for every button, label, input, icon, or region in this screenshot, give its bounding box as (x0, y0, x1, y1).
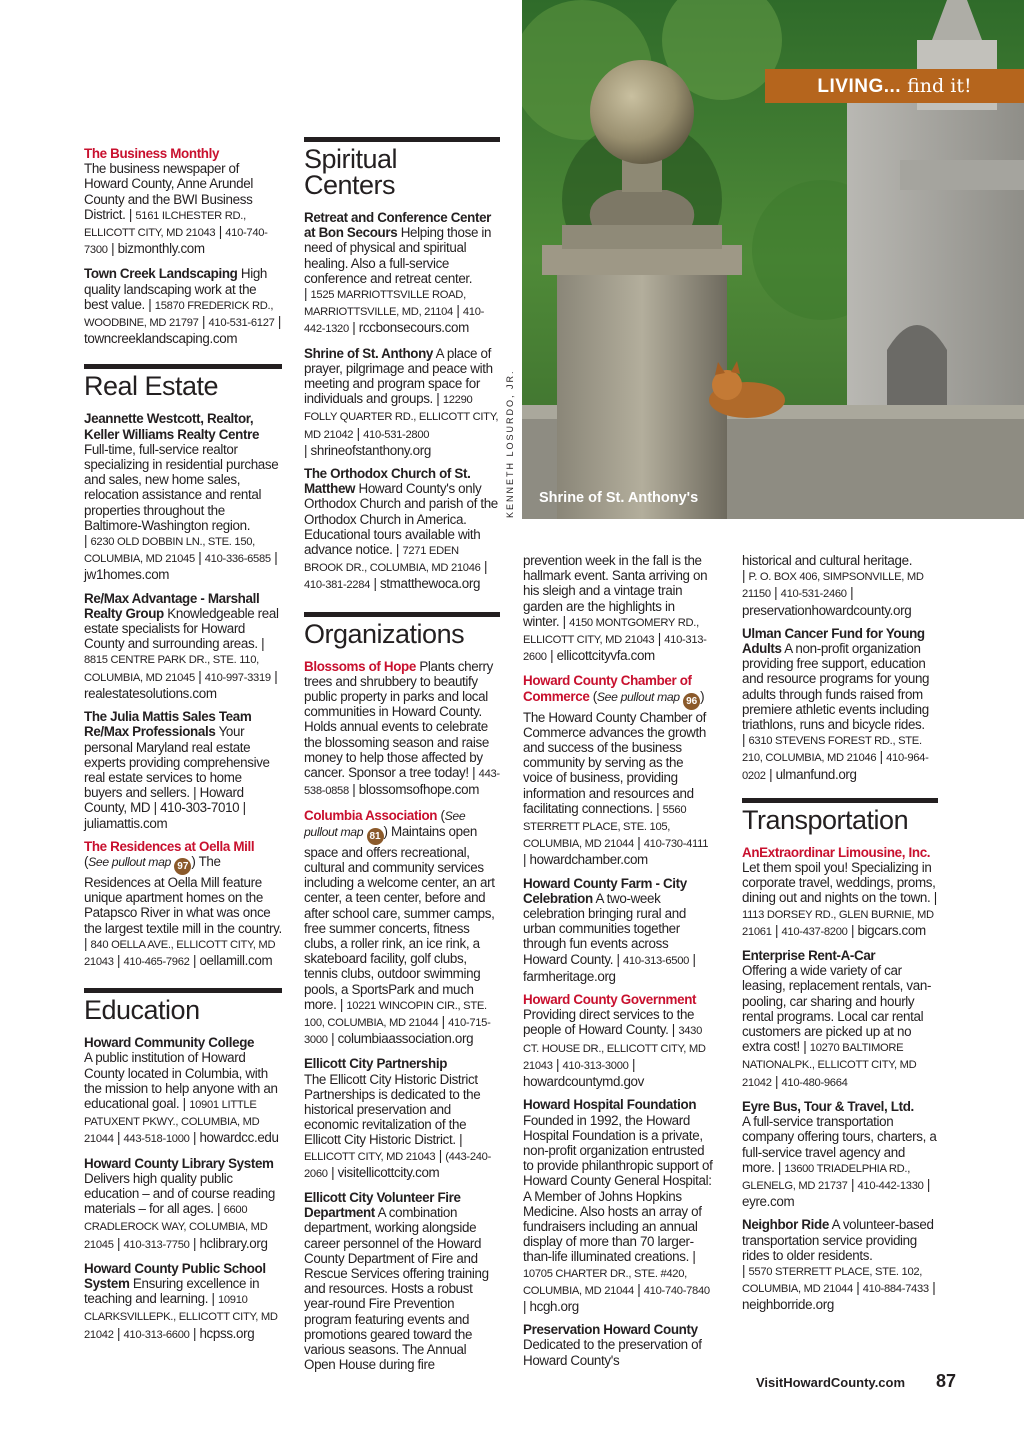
living-banner (765, 69, 1024, 103)
listing-desc: prevention week in the fall is the hallmark event. Santa arriving on his sleigh and a vintage train garden are the highlights in winter. (523, 553, 708, 629)
listing-preservation (523, 1322, 713, 1368)
pullout-map-note: See pullout map (596, 689, 680, 704)
listing-name: Ellicott City Partnership (304, 1056, 448, 1072)
listing-location: Howard County, MD (84, 785, 244, 816)
listing-website[interactable]: preservationhowardcounty.org (742, 602, 912, 618)
listing-address: 13600 TRIADELPHIA RD., GLENELG, MD 21737 (742, 1162, 910, 1192)
listing-desc: A public institution of Howard County located in Columbia, with the mission to help anyone with an educational goal. (84, 1050, 278, 1111)
listing-name: Retreat and Conference Center at Bon Secours (304, 210, 492, 241)
listing-phone: 410-884-7433 (862, 1283, 929, 1296)
listing-website[interactable]: neighborride.org (742, 1297, 834, 1313)
listing-phone: 410-336-6585 (204, 553, 271, 566)
listing-website[interactable]: blossomsofhope.com (358, 782, 479, 798)
listing-address: 12290 FOLLY QUARTER RD., ELLICOTT CITY, MD 21042 (304, 394, 499, 441)
listing-hcc: Howard Community College A public institution of Howard County located in Columbia, with the mission to help anyone with an educational goal. | 10901 LITTLE PATUXENT PKWY., COLUMBIA, MD 21044 | 443-518-1000 | howardcc.edu (84, 1035, 279, 1146)
listing-phone: 410-740-7840 (643, 1284, 710, 1297)
listing-address: 840 OELLA AVE., ELLICOTT CITY, MD 21043 (84, 938, 276, 968)
listing-desc: A place of prayer, pilgrimage and peace with meeting and program space for individuals and groups. (304, 345, 493, 407)
column-2 (304, 137, 500, 1380)
listing-phone: 410-313-7750 (123, 1238, 190, 1251)
listing-desc: A non-profit organization providing free support, education and resource programs for young adults through funds raised from premiere athletic events including triathlons, runs and bicycle rides. (742, 641, 930, 733)
listing-name: Preservation Howard County (523, 1322, 698, 1338)
listing-phone: 443-518-1000 (123, 1133, 190, 1146)
listing-website[interactable]: ellicottcityvfa.com (556, 648, 655, 664)
listing-address: 10910 CLARKSVILLEPK., ELLICOTT CITY, MD 21042 (84, 1294, 278, 1341)
section-title-spiritual-centers: Spiritual Centers (304, 144, 398, 200)
listing-limousine: AnExtraordinar Limousine, Inc. Let them spoil you! Specializing in corporate travel, weddings, proms, dining out and nights on the town. | 1113 DORSEY RD., GLEN BURNIE, MD 21061 | 410-437-8200 | bigcars.com (742, 844, 937, 938)
listing-ec-fire-continued: prevention week in the fall is the hallmark event. Santa arriving on his sleigh and a vintage train garden are the highlights in winter. | 4150 MONTGOMERY RD., ELLICOTT CITY, MD 21043 | 410-313-2600 | ellicottcityvfa.com (523, 553, 708, 664)
listing-name: Shrine of St. Anthony (304, 345, 434, 361)
listing-address: 8815 CENTRE PARK DR., STE. 110, COLUMBIA, MD 21045 (84, 654, 259, 684)
listing-westcott: Jeannette Westcott, Realtor, Keller Williams Realty Centre Full-time, full-service realtor specializing in residential purchase and sales, new home sales, relocation assistance and rental properties throughout the Baltimore-Washington region. | 6230 OLD DOBBIN LN., STE. 150, COLUMBIA, MD 21045 | 410-336-6585 | jw1homes.com (84, 411, 279, 583)
footer-website[interactable]: VisitHowardCounty.com (756, 1375, 906, 1390)
listing-desc: A volunteer-based transportation service providing rides to older residents. (742, 1217, 934, 1263)
listing-phone: (443-240-2060 (304, 1150, 492, 1180)
listing-town-creek: Town Creek Landscaping High quality landscaping work at the best value. | 15870 FREDERICK RD., WOODBINE, MD 21797 | 410-531-6127 | towncreeklandscaping.com (84, 266, 282, 347)
listing-govt: Howard County Government Providing direct services to the people of Howard County. | 3430 CT. HOUSE DR., ELLICOTT CITY, MD 21043 | 410-313-3000 | howardcountymd.gov (523, 992, 706, 1090)
listing-name: Blossoms of Hope (304, 658, 416, 674)
listing-oella: The Residences at Oella Mill (See pullout map 97 ) The Residences at Oella Mill feature unique apartment homes on the Patapsco River in what was once the largest textile mill in the country. | 840 OELLA AVE., ELLICOTT CITY, MD 21043 | 410-465-7962 | oellamill.com (84, 838, 282, 968)
listing-website[interactable]: oellamill.com (199, 952, 273, 968)
map-pin-badge: 96 (683, 693, 700, 710)
listing-address: 6230 OLD DOBBIN LN., STE. 150, COLUMBIA, MD 21045 (84, 536, 255, 566)
listing-enterprise: Enterprise Rent-A-Car Offering a wide variety of car leasing, replacement rentals, van-pooling, car sharing and hourly rental programs. Local car rental customers are picked up at no extra cost! | 10270 BALTIMORE NATIONALPK., ELLICOTT CITY, MD 21042 | 410-480-9664 (742, 948, 932, 1089)
listing-desc: The Ellicott City Historic District Partnerships is dedicated to the historical preservation and economic revitalization of the Ellicott City Historic District. (304, 1071, 481, 1148)
listing-address: 10221 WINCOPIN CIR., STE. 100, COLUMBIA, MD 21044 (304, 999, 487, 1029)
photo-credit (505, 369, 519, 518)
listing-website[interactable]: towncreeklandscaping.com (84, 331, 238, 347)
listing-chamber: Howard County Chamber of Commerce (See pullout map 96 ) The Howard County Chamber of Commerce advances the growth and success of the business community by serving as the voice of business, providing information and resources and facilitating connections. | 5560 STERRETT PLACE, STE. 105, COLUMBIA, MD 21044 | 410-730-4111 | howardchamber.com (523, 673, 709, 868)
listing-desc: Howard County's only Orthodox Church and parish of the Orthodox Church in America. Educational tours available with advance notice. (304, 481, 498, 558)
listing-name: The Julia Mattis Sales Team Re/Max Professionals (84, 709, 252, 740)
listing-address: 3430 CT. HOUSE DR., ELLICOTT CITY, MD 21043 (523, 1025, 706, 1072)
listing-hospital: Howard Hospital Foundation Founded in 1992, the Howard Hospital Foundation is a private, non-profit organization entrusted to provide philanthropic support of Howard County General Hospital: A Member of Johns Hopkins Medicine. Also hosts an array of fundraisers including an annual display of more than 70 larger-than-life illuminated creations. | 10705 CHARTER DR., STE. #420, COLUMBIA, MD 21044 | 410-740-7840 | hcgh.org (523, 1097, 713, 1314)
listing-name: Howard County Public School System (84, 1260, 266, 1291)
listing-website[interactable]: visitellicottcity.com (337, 1164, 440, 1180)
listing-address: 5560 STERRETT PLACE, STE. 105, COLUMBIA, MD 21044 (523, 803, 687, 851)
listing-website[interactable]: hcpss.org (199, 1325, 255, 1341)
column-1 (84, 146, 282, 1351)
listing-ec-partnership: Ellicott City Partnership The Ellicott City Historic District Partnerships is dedicated to the historical preservation and economic revitalization of the Ellicott City Historic District. | ELLICOTT CITY, MD 21043 | (443-240-2060 | visitellicottcity.com (304, 1056, 492, 1180)
map-pin-badge: 97 (174, 858, 191, 875)
listing-website[interactable]: howardchamber.com (529, 852, 648, 868)
listing-desc: The Residences at Oella Mill feature unique apartment homes on the Patapsco River in what was once the largest textile mill in the country. (84, 853, 282, 936)
listing-name: Howard Hospital Foundation (523, 1097, 697, 1113)
listing-desc: Your personal Maryland real estate experts providing comprehensive real estate services to home buyers and sellers. (84, 724, 270, 801)
listing-website[interactable]: howardcc.edu (199, 1130, 279, 1146)
listing-preservation-continued: historical and cultural heritage. | P. O. BOX 406, SIMPSONVILLE, MD 21150 | 410-531-2460 | preservationhowardcounty.org (742, 553, 924, 618)
listing-phone: 410-313-3000 (562, 1059, 629, 1072)
listing-website[interactable]: columbiaassociation.org (337, 1031, 474, 1047)
listing-phone: 410-531-2460 (780, 588, 847, 601)
listing-address: 7271 EDEN BROOK DR., COLUMBIA, MD 21046 (304, 545, 481, 575)
photo-caption: Shrine of St. Anthony's (539, 490, 699, 506)
section-title-real-estate: Real Estate (84, 371, 219, 402)
listing-remax: Re/Max Advantage - Marshall Realty Group Knowledgeable real estate specialists for Howard County and surrounding areas. | 8815 CENTRE PARK DR., STE. 110, COLUMBIA, MD 21045 | 410-997-3319 | realestatesolutions.com (84, 590, 279, 701)
listing-address: ELLICOTT CITY, MD 21043 (304, 1150, 436, 1163)
listing-website[interactable]: hcgh.org (529, 1298, 579, 1314)
section-rule (304, 612, 500, 617)
section-rule (84, 364, 282, 369)
section-title-education: Education (84, 995, 200, 1026)
listing-desc: Maintains open space and offers recreational, cultural and community services including a welcome center, an art center, a teen center, before and after school care, summer camps, free summer concerts, fitness clubs, a roller rink, an ice rink, a skateboard facility, golf clubs, tennis clubs, outdoor swimming pools, a SportsPark and much more. (304, 823, 495, 1012)
listing-address: 5570 STERRETT PLACE, STE. 102, COLUMBIA, MD 21044 (742, 1265, 923, 1296)
listing-address: 4150 MONTGOMERY RD., ELLICOTT CITY, MD 21043 (523, 616, 699, 647)
listing-blossoms: Blossoms of Hope Plants cherry trees and shrubbery to beautify public property in parks and local communities in Howard County. Holds annual events to celebrate the blossoming season and raise money to help those affected by cancer. Sponsor a tree today! | 443-538-0858 | blossomsofhope.com (304, 658, 500, 798)
listing-desc: High quality landscaping work at the best value. (84, 266, 268, 312)
column-4 (742, 553, 938, 1321)
listing-farm-city: Howard County Farm - City Celebration A two-week celebration bringing rural and urban communities together through fun events across Howard County. | 410-313-6500 | farmheritage.org (523, 875, 696, 984)
listing-address: 6600 CRADLEROCK WAY, COLUMBIA, MD 21045 (84, 1204, 268, 1251)
listing-desc: historical and cultural heritage. (742, 553, 913, 568)
listing-name: The Orthodox Church of St. Matthew (304, 466, 471, 497)
listing-desc: A combination department, working alongside career personnel of the Howard County Department of Fire and Rescue Services offering training and resources. Hosts a robust year-round Fire Prevention program featuring events and promotions geared toward the various seasons. The Annual Open House during fire (304, 1205, 489, 1373)
section-rule (742, 798, 938, 803)
listing-address: 5161 ILCHESTER RD., ELLICOTT CITY, MD 21043 (84, 209, 246, 240)
listing-name: AnExtraordinar Limousine, Inc. (742, 844, 931, 860)
listing-ec-fire (304, 1190, 500, 1372)
listing-name: Eyre Bus, Tour & Travel, Ltd. (742, 1098, 914, 1114)
listing-desc: Dedicated to the preservation of Howard County's (523, 1337, 702, 1368)
listing-desc: Offering a wide variety of car leasing, replacement rentals, van-pooling, car sharing and hourly rental programs. Local car rental customers are picked up at no extra cost! (742, 963, 932, 1055)
listing-desc: A full-service transportation company offering tours, charters, a full-service travel agency and more. (742, 1114, 937, 1175)
pullout-map-note: See pullout map (304, 808, 466, 839)
listing-neighbor-ride: Neighbor Ride A volunteer-based transportation service providing rides to older residents. | 5570 STERRETT PLACE, STE. 102, COLUMBIA, MD 21044 | 410-884-7433 | neighborride.org (742, 1217, 936, 1313)
listing-website[interactable]: stmatthewoca.org (379, 576, 481, 592)
listing-ulman: Ulman Cancer Fund for Young Adults A non-profit organization providing free support, education and resource programs for young adults through funds raised from premiere athletic events including triathlons, runs and bicycle rides. | 6310 STEVENS FOREST RD., STE. 210, COLUMBIA, MD 21046 | 410-964-0202 | ulmanfund.org (742, 625, 930, 782)
listing-name: The Residences at Oella Mill (84, 838, 255, 854)
listing-desc: Founded in 1992, the Howard Hospital Foundation is a private, non-profit organization entrusted to provide philanthropic support of Howard County General Hospital: A Member of Johns Hopkins Medicine. Also hosts an array of fundraisers including an annual display of more than 70 larger-than-life illuminated creations. (523, 1112, 713, 1265)
listing-desc: Delivers high quality public education – and of course reading materials – for all ages. (84, 1170, 275, 1217)
banner-living: LIVING... (817, 76, 902, 97)
listing-name: Ellicott City Volunteer Fire Department (304, 1189, 461, 1221)
listing-website[interactable]: ulmanfund.org (775, 766, 857, 782)
listing-library: Howard County Library System Delivers high quality public education – and of course reading materials – for all ages. | 6600 CRADLEROCK WAY, COLUMBIA, MD 21045 | 410-313-7750 | hclibrary.org (84, 1155, 275, 1251)
listing-website[interactable]: shrineofstanthony.org (310, 442, 431, 458)
listing-name: Town Creek Landscaping (84, 266, 238, 282)
listing-phone: 410-313-6600 (123, 1328, 190, 1341)
listing-phone: 410-997-3319 (204, 671, 271, 684)
listing-name: Howard County Library System (84, 1155, 274, 1171)
listing-hcpss: Howard County Public School System Ensuring excellence in teaching and learning. | 10910 CLARKSVILLEPK., ELLICOTT CITY, MD 21042 | 410-313-6600 | hcpss.org (84, 1260, 278, 1341)
listing-phone: 410-313-6500 (623, 954, 690, 967)
listing-st-anthony: Shrine of St. Anthony A place of prayer, pilgrimage and peace with meeting and program space for individuals and groups. | 12290 FOLLY QUARTER RD., ELLICOTT CITY, MD 21042 | 410-531-2800 | shrineofstanthony.org (304, 345, 499, 458)
listing-address: 15870 FREDERICK RD., WOODBINE, MD 21797 (84, 299, 274, 330)
listing-phone: 410-303-7010 (160, 800, 240, 816)
listing-name: Ulman Cancer Fund for Young Adults (742, 625, 925, 657)
listing-address: 10270 BALTIMORE NATIONALPK., ELLICOTT CITY, MD 21042 (742, 1042, 917, 1089)
listing-st-matthew: The Orthodox Church of St. Matthew Howard County's only Orthodox Church and parish of the Orthodox Church in America. Educational tours available with advance notice. | 7271 EDEN BROOK DR., COLUMBIA, MD 21046 | 410-381-2284 | stmatthewoca.org (304, 466, 498, 592)
listing-desc: Providing direct services to the people of Howard County. (523, 1007, 695, 1038)
listing-desc: Ensuring excellence in teaching and learning. (84, 1275, 260, 1307)
listing-phone: 410-531-2800 (363, 428, 430, 441)
listing-address: 10901 LITTLE PATUXENT PKWY., COLUMBIA, MD 21044 (84, 1098, 260, 1146)
listing-name: Howard County Government (523, 992, 697, 1008)
listing-name: Howard County Chamber of Commerce (523, 673, 692, 704)
listing-address: P. O. BOX 406, SIMPSONVILLE, MD 21150 (742, 571, 924, 601)
listing-eyre: Eyre Bus, Tour & Travel, Ltd. A full-service transportation company offering tours, charters, a full-service travel agency and more. | 13600 TRIADELPHIA RD., GLENELG, MD 21737 | 410-442-1330 | eyre.com (742, 1098, 937, 1210)
listing-address: 6310 STEVENS FOREST RD., STE. 210, COLUMBIA, MD 21046 (742, 735, 922, 765)
pullout-map-note: See pullout map (88, 854, 171, 869)
map-pin-badge: 81 (367, 828, 384, 845)
listing-desc: The Howard County Chamber of Commerce advances the growth and success of the business community by serving as the voice of business, providing information and resources and facilitating connections. (523, 709, 706, 816)
column-3 (523, 553, 713, 1376)
listing-phone: 410-437-8200 (781, 925, 848, 938)
listing-address: 10705 CHARTER DR., STE. #420, COLUMBIA, MD 21044 (523, 1267, 687, 1297)
listing-desc: Plants cherry trees and shrubbery to beautify public property in parks and local communities in Howard County. Holds annual events to celebrate the blossoming season and raise money to help those affected by cancer. Sponsor a tree today! (304, 658, 493, 781)
listing-name: Howard Community College (84, 1035, 255, 1051)
listing-desc: The business newspaper of Howard County, Anne Arundel County and the BWI Business District. (84, 161, 253, 222)
listing-website[interactable]: rccbonsecours.com (358, 320, 469, 336)
listing-phone: 410-531-6127 (208, 317, 275, 330)
listing-phone: 410-442-1330 (857, 1179, 924, 1192)
listing-name: Jeannette Westcott, Realtor, Keller Williams Realty Centre (84, 411, 260, 442)
listing-address: 1525 MARRIOTTSVILLE ROAD, MARRIOTTSVILLE, MD, 21104 (304, 289, 466, 319)
listing-website[interactable]: eyre.com (742, 1194, 795, 1210)
listing-phone: 410-730-4111 (643, 838, 709, 851)
listing-desc: Full-time, full-service realtor specializing in residential purchase and sales, new home sales, relocation assistance and rental properties throughout the Baltimore-Washington region. (84, 441, 279, 533)
photo-credit-text: KENNETH LOSURDO, JR. (505, 369, 515, 518)
listing-name: Neighbor Ride (742, 1217, 829, 1233)
section-title-transportation: Transportation (742, 804, 909, 835)
listing-phone: 443-538-0858 (304, 768, 500, 798)
banner-find-it: find it! (901, 75, 972, 97)
listing-phone: 410-480-9664 (781, 1076, 848, 1089)
listing-website[interactable]: farmheritage.org (523, 968, 616, 984)
listing-website[interactable]: howardcountymd.gov (523, 1074, 644, 1090)
section-rule (304, 137, 500, 142)
listing-phone: 410-715-3000 (304, 1016, 491, 1047)
section-title-organizations: Organizations (304, 618, 465, 649)
listing-website[interactable]: juliamattis.com (84, 815, 168, 831)
listing-business-monthly: The Business Monthly The business newspaper of Howard County, Anne Arundel County and the BWI Business District. | 5161 ILCHESTER RD., ELLICOTT CITY, MD 21043 | 410-740-7300 | bizmonthly.com (84, 146, 268, 257)
listing-columbia-association: Columbia Association (See pullout map 81 ) Maintains open space and offers recreational, cultural and community services including a welcome center, an art center, a teen center, before and after school care, summer camps, free summer concerts, fitness clubs, a roller rink, an ice rink, a skateboard facility, golf clubs, tennis clubs, outdoor swimming pools, a SportsPark and much more. | 10221 WINCOPIN CIR., STE. 100, COLUMBIA, MD 21044 | 410-715-3000 | columbiaassociation.org (304, 807, 495, 1047)
listing-mattis: The Julia Mattis Sales Team Re/Max Professionals Your personal Maryland real estate experts providing comprehensive real estate services to home buyers and sellers. | Howard County, MD | 410-303-7010 | juliamattis.com (84, 709, 270, 831)
listing-name: Re/Max Advantage - Marshall Realty Group (84, 590, 260, 621)
listing-name: The Business Monthly (84, 146, 220, 161)
listing-desc: Helping those in need of physical and spiritual healing. Also a full-service conference and retreat center. (304, 225, 492, 286)
listing-website[interactable]: bigcars.com (857, 922, 926, 938)
listing-name: Columbia Association (304, 807, 438, 823)
page-number: 87 (936, 1371, 957, 1391)
listing-phone: 410-465-7962 (123, 955, 190, 968)
listing-bon-secours: Retreat and Conference Center at Bon Secours Helping those in need of physical and spiritual healing. Also a full-service conference and retreat center. | 1525 MARRIOTTSVILLE ROAD, MARRIOTTSVILLE, MD, 21104 | 410-442-1320 | rccbonsecours.com (304, 210, 492, 336)
section-rule (84, 988, 282, 993)
listing-website[interactable]: jw1homes.com (84, 567, 170, 583)
listing-phone: 410-740-7300 (84, 227, 268, 257)
listing-phone: 410-313-2600 (523, 634, 707, 664)
listing-name: Howard County Farm - City Celebration (523, 875, 687, 906)
listing-website[interactable]: bizmonthly.com (117, 241, 205, 257)
listing-phone: 410-381-2284 (304, 579, 371, 592)
listing-website[interactable]: realestatesolutions.com (84, 685, 217, 701)
listing-website[interactable]: hclibrary.org (199, 1235, 268, 1251)
listing-desc: A two-week celebration bringing rural and urban communities together through fun events across Howard County. (523, 890, 686, 967)
listing-desc: Knowledgeable real estate specialists for Howard County and surrounding areas. (84, 605, 279, 652)
listing-address: 1113 DORSEY RD., GLEN BURNIE, MD 21061 (742, 908, 934, 938)
listing-phone: 410-442-1320 (304, 306, 485, 336)
listing-phone: 410-964-0202 (742, 752, 929, 782)
listing-desc: Let them spoil you! Specializing in corporate travel, weddings, proms, dining out and nights on the town. (742, 860, 936, 906)
listing-name: Enterprise Rent-A-Car (742, 948, 876, 964)
